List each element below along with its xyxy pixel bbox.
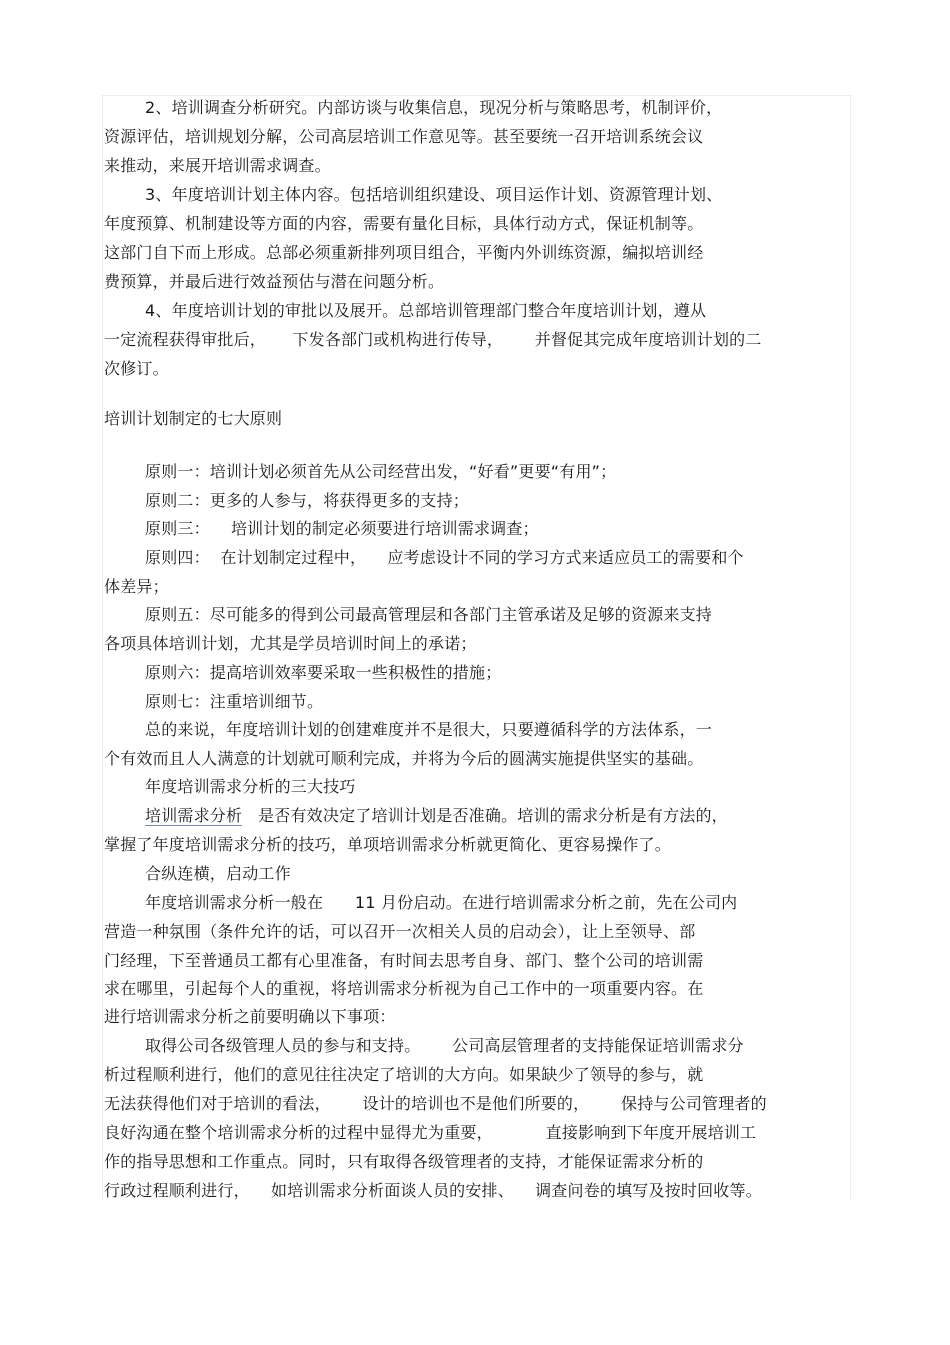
paragraph-line: 来推动，来展开培训需求调查。 bbox=[104, 156, 331, 175]
paragraph-line: 取得公司各级管理人员的参与和支持。 公司高层管理者的支持能保证培训需求分 bbox=[145, 1036, 744, 1055]
paragraph-line: 掌握了年度培训需求分析的技巧，单项培训需求分析就更简化、更容易操作了。 bbox=[104, 835, 672, 854]
paragraph-line: 营造一种氛围（条件允许的话，可以召开一次相关人员的启动会），让上至领导、部 bbox=[104, 922, 696, 941]
paragraph-line: 年度培训需求分析一般在 11 月份启动。在进行培训需求分析之前，先在公司内 bbox=[145, 893, 738, 912]
paragraph-line: 个有效而且人人满意的计划就可顺利完成，并将为今后的圆满实施提供坚实的基础。 bbox=[104, 749, 704, 768]
subheading-line: 合纵连横，启动工作 bbox=[145, 864, 291, 883]
section-heading: 培训计划制定的七大原则 bbox=[104, 409, 283, 428]
link-training-needs-analysis[interactable]: 培训需求分析 bbox=[145, 806, 243, 825]
paragraph-line: 这部门自下而上形成。总部必须重新排列项目组合，平衡内外训练资源，编拟培训经 bbox=[104, 243, 704, 262]
principle-line: 原则四： 在计划制定过程中， 应考虑设计不同的学习方式来适应员工的需要和个 bbox=[145, 548, 744, 567]
principle-line: 原则三： 培训计划的制定必须要进行培训需求调查； bbox=[145, 519, 539, 538]
principle-line: 原则五：尽可能多的得到公司最高管理层和各部门主管承诺及足够的资源来支持 bbox=[145, 605, 713, 624]
paragraph-line: 年度预算、机制建设等方面的内容，需要有量化目标，具体行动方式，保证机制等。 bbox=[104, 214, 704, 233]
paragraph-line: 4、年度培训计划的审批以及展开。总部培训管理部门整合年度培训计划，遵从 bbox=[145, 301, 707, 320]
paragraph-line: 次修订。 bbox=[104, 359, 169, 378]
paragraph-line: 门经理，下至普通员工都有心里准备，有时间去思考自身、部门、整个公司的培训需 bbox=[104, 951, 704, 970]
paragraph-line: 行政过程顺利进行， 如培训需求分析面谈人员的安排、 调查问卷的填写及按时回收等。 bbox=[104, 1181, 762, 1200]
principle-line: 各项具体培训计划，尤其是学员培训时间上的承诺； bbox=[104, 634, 477, 653]
paragraph-line: 2、培训调查分析研究。内部访谈与收集信息，现况分析与策略思考，机制评价， bbox=[145, 98, 723, 117]
paragraph-line: 求在哪里，引起每个人的重视，将培训需求分析视为自己工作中的一项重要内容。在 bbox=[104, 979, 704, 998]
paragraph-line: 3、年度培训计划主体内容。包括培训组织建设、项目运作计划、资源管理计划、 bbox=[145, 185, 723, 204]
paragraph-line: 无法获得他们对于培训的看法， 设计的培训也不是他们所要的， 保持与公司管理者的 bbox=[104, 1094, 767, 1113]
paragraph-text: 是否有效决定了培训计划是否准确。培训的需求分析是有方法的， bbox=[258, 806, 728, 825]
paragraph-line: 良好沟通在整个培训需求分析的过程中显得尤为重要， 直接影响到下年度开展培训工 bbox=[104, 1123, 757, 1142]
section-heading: 年度培训需求分析的三大技巧 bbox=[145, 777, 356, 796]
paragraph-line bbox=[145, 806, 728, 826]
paragraph-line: 进行培训需求分析之前要明确以下事项： bbox=[104, 1007, 396, 1026]
principle-line: 原则二：更多的人参与，将获得更多的支持； bbox=[145, 491, 470, 510]
principle-line: 原则六：提高培训效率要采取一些积极性的措施； bbox=[145, 663, 502, 682]
principle-line: 原则一：培训计划必须首先从公司经营出发，“好看”更要“有用”； bbox=[145, 462, 617, 481]
paragraph-line: 总的来说，年度培训计划的创建难度并不是很大，只要遵循科学的方法体系，一 bbox=[145, 720, 713, 739]
paragraph-line: 一定流程获得审批后， 下发各部门或机构进行传导， 并督促其完成年度培训计划的二 bbox=[104, 330, 762, 349]
principle-line: 原则七：注重培训细节。 bbox=[145, 692, 324, 711]
paragraph-line: 析过程顺利进行，他们的意见往往决定了培训的大方向。如果缺少了领导的参与，就 bbox=[104, 1065, 704, 1084]
paragraph-line: 作的指导思想和工作重点。同时，只有取得各级管理者的支持，才能保证需求分析的 bbox=[104, 1152, 704, 1171]
paragraph-line: 费预算，并最后进行效益预估与潜在问题分析。 bbox=[104, 272, 445, 291]
paragraph-line: 资源评估，培训规划分解，公司高层培训工作意见等。甚至要统一召开培训系统会议 bbox=[104, 127, 704, 146]
principle-line: 体差异； bbox=[104, 577, 169, 596]
